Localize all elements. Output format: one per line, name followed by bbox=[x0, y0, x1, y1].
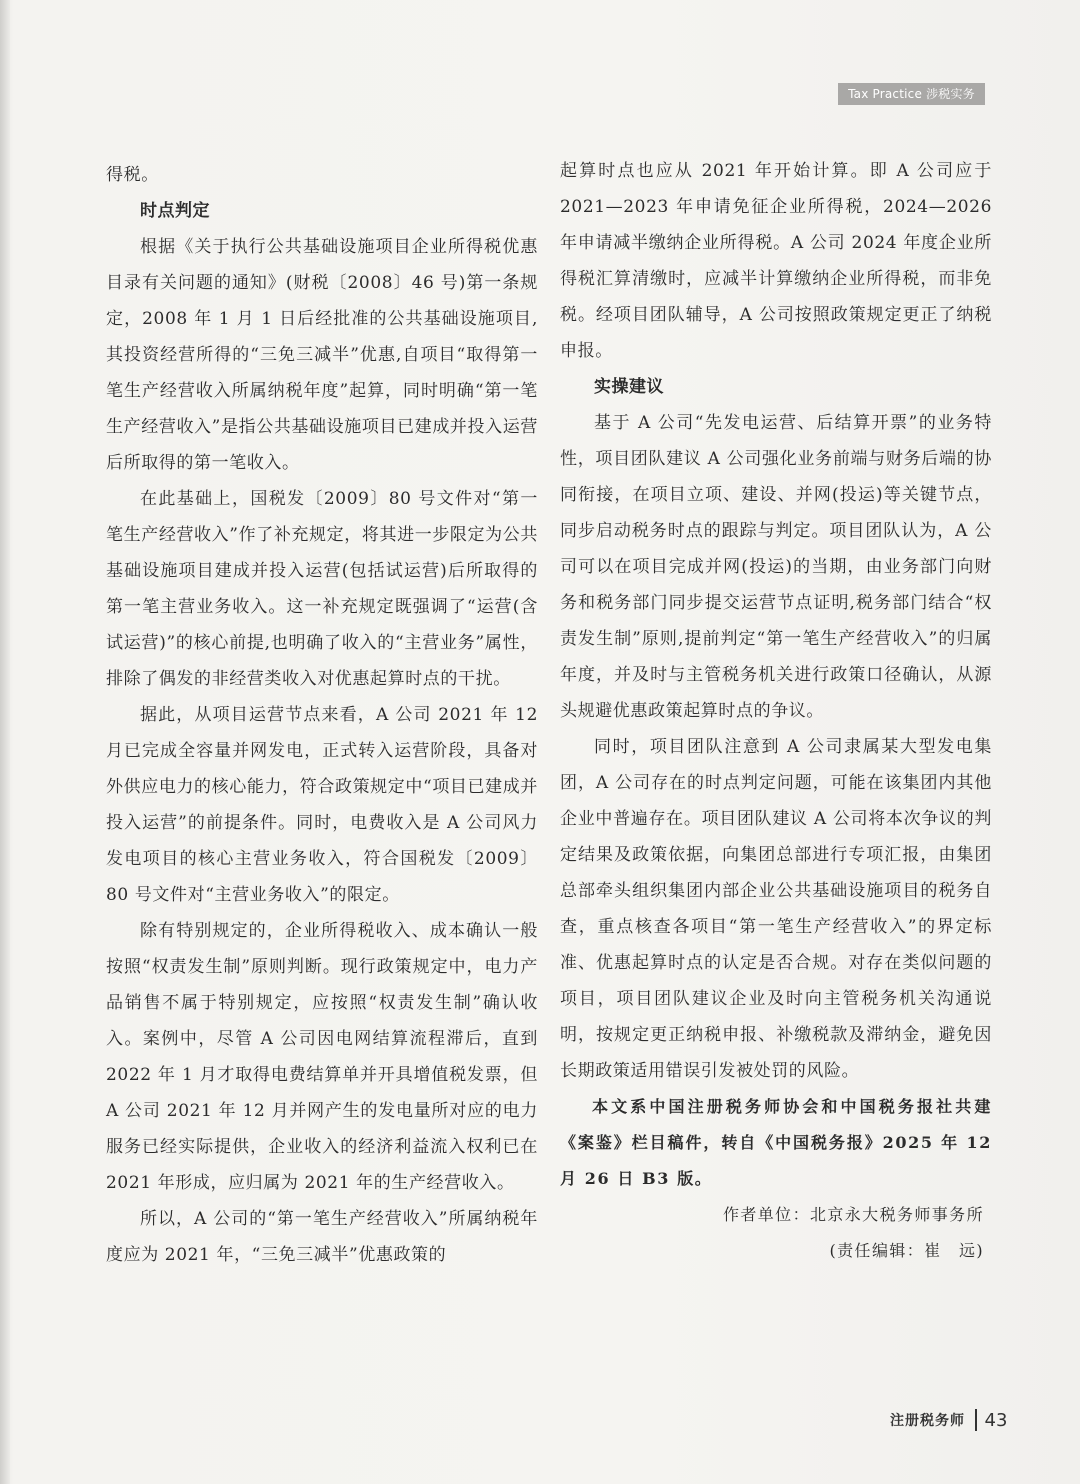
paragraph: 起算时点也应从 2021 年开始计算。即 A 公司应于 2021—2023 年申请免征企业所得税，2024—2026 年申请减半缴纳企业所得税。A 公司 2024 年度企业所得税汇算清缴时，应减半计算缴纳企业所得税，而非免税。经项目团队辅导，A 公司按照政策规定更正了纳税申报。 bbox=[560, 161, 992, 361]
magazine-name: 注册税务师 bbox=[890, 1413, 965, 1429]
author-affiliation: 作者单位：北京永大税务师事务所 bbox=[722, 1205, 984, 1224]
section-heading: 实操建议 bbox=[594, 377, 664, 397]
paragraph: 根据《关于执行公共基础设施项目企业所得税优惠目录有关问题的通知》(财税〔2008〕46 号)第一条规定，2008 年 1 月 1 日后经批准的公共基础设施项目,其投资经营所得的“三免三减半”优惠,自项目“取得第一笔生产经营收入所属纳税年度”起算，同时明确“第一笔生产经营收入”是指公共基础设施项目已建成并投入运营后所取得的第一笔收入。 bbox=[106, 237, 538, 473]
paragraph: 得税。 bbox=[106, 165, 159, 185]
section-heading: 时点判定 bbox=[140, 201, 210, 221]
paragraph: 基于 A 公司“先发电运营、后结算开票”的业务特性，项目团队建议 A 公司强化业务前端与财务后端的协同衔接，在项目立项、建设、并网(投运)等关键节点，同步启动税务时点的跟踪与判定。项目团队认为，A 公司可以在项目完成并网(投运)的当期，由业务部门向财务和税务部门同步提交运营节点证明,税务部门结合“权责发生制”原则,提前判定“第一笔生产经营收入”的归属年度，并及时与主管税务机关进行政策口径确认，从源头规避优惠政策起算时点的争议。 bbox=[560, 413, 992, 721]
right-column bbox=[560, 153, 992, 1269]
page-spine-shadow bbox=[0, 0, 10, 1484]
responsible-editor: (责任编辑：崔 远) bbox=[829, 1241, 984, 1260]
paragraph: 所以，A 公司的“第一笔生产经营收入”所属纳税年度应为 2021 年，“三免三减半”优惠政策的 bbox=[106, 1209, 538, 1265]
paragraph: 同时，项目团队注意到 A 公司隶属某大型发电集团，A 公司存在的时点判定问题，可能在该集团内其他企业中普遍存在。项目团队建议 A 公司将本次争议的判定结果及政策依据，向集团总部进行专项汇报，由集团总部牵头组织集团内部企业公共基础设施项目的税务自查，重点核查各项目“第一笔生产经营收入”的界定标准、优惠起算时点的认定是否合规。对存在类似问题的项目，项目团队建议企业及时向主管税务机关沟通说明，按规定更正纳税申报、补缴税款及滞纳金，避免因长期政策适用错误引发被处罚的风险。 bbox=[560, 737, 992, 1081]
source-note: 本文系中国注册税务师协会和中国税务报社共建《案鉴》栏目稿件，转自《中国税务报》2025 年 12 月 26 日 B3 版。 bbox=[560, 1097, 992, 1188]
left-column bbox=[106, 157, 538, 1273]
paragraph: 在此基础上，国税发〔2009〕80 号文件对“第一笔生产经营收入”作了补充规定，将其进一步限定为公共基础设施项目建成并投入运营(包括试运营)后所取得的第一笔主营业务收入。这一补充规定既强调了“运营(含试运营)”的核心前提,也明确了收入的“主营业务”属性，排除了偶发的非经营类收入对优惠起算时点的干扰。 bbox=[106, 489, 538, 689]
footer-divider bbox=[975, 1409, 977, 1431]
paragraph: 据此，从项目运营节点来看，A 公司 2021 年 12 月已完成全容量并网发电，正式转入运营阶段，具备对外供应电力的核心能力，符合政策规定中“项目已建成并投入运营”的前提条件。同时，电费收入是 A 公司风力发电项目的核心主营业务收入，符合国税发〔2009〕80 号文件对“主营业务收入”的限定。 bbox=[106, 705, 538, 905]
page-number: 43 bbox=[984, 1409, 1008, 1431]
paragraph: 除有特别规定的，企业所得税收入、成本确认一般按照“权责发生制”原则判断。现行政策规定中，电力产品销售不属于特别规定，应按照“权责发生制”确认收入。案例中，尽管 A 公司因电网结算流程滞后，直到 2022 年 1 月才取得电费结算单并开具增值税发票，但 A 公司 2021 年 12 月并网产生的发电量所对应的电力服务已经实际提供，企业收入的经济利益流入权利已在 2021 年形成，应归属为 2021 年的生产经营收入。 bbox=[106, 921, 538, 1193]
section-header-tag: Tax Practice 涉税实务 bbox=[838, 83, 985, 105]
page-footer bbox=[890, 1408, 1007, 1432]
